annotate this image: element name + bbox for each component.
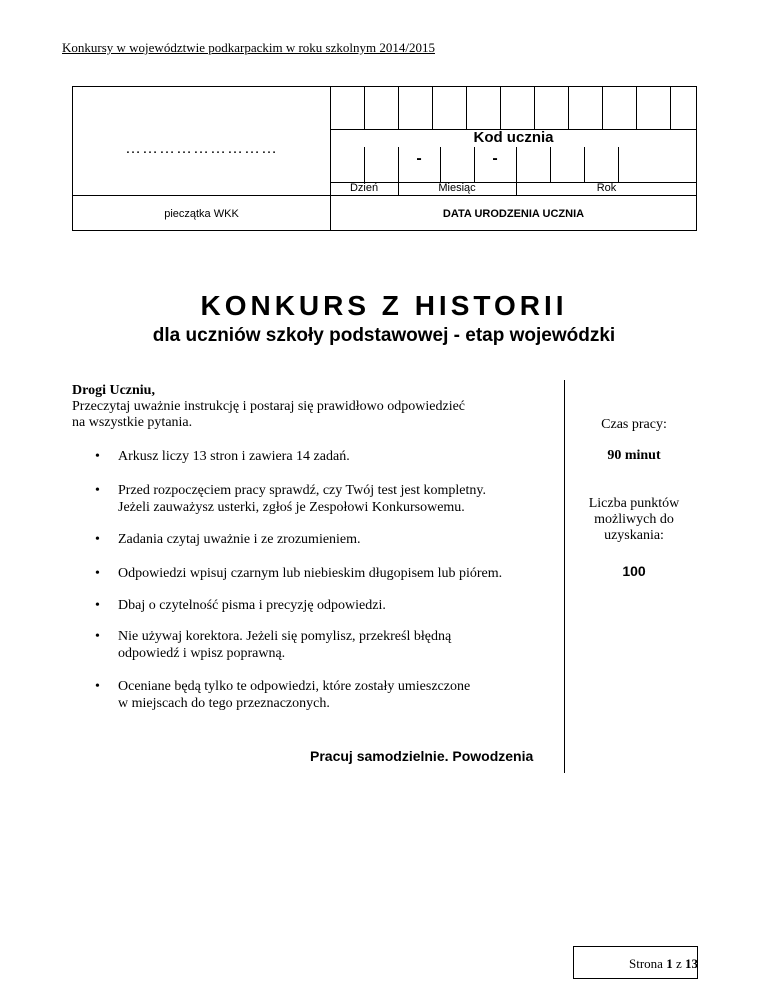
stamp-dots: ………………………: [125, 140, 278, 157]
date-cell-divider: [516, 147, 517, 182]
page-number: [629, 956, 698, 972]
instruction-line: Przed rozpoczęciem pracy sprawdź, czy Twój test jest kompletny.: [118, 483, 486, 498]
points-label-line: uzyskania:: [604, 528, 664, 543]
code-cell-divider: [364, 87, 365, 129]
instruction-item: [118, 565, 558, 582]
instruction-item: [118, 678, 558, 712]
code-cell-divider: [670, 87, 671, 129]
page-title: KONKURS Z HISTORII: [200, 290, 568, 321]
date-separator: -: [416, 150, 422, 167]
bullet-icon: •: [95, 679, 100, 694]
student-code-label: Kod ucznia: [473, 129, 554, 146]
page-separator: z: [672, 956, 685, 971]
date-cell-divider: [550, 147, 551, 182]
bullet-icon: •: [95, 532, 100, 547]
instruction-line: Dbaj o czytelność pisma i precyzję odpowiedzi.: [118, 598, 386, 613]
code-cell-divider: [398, 87, 399, 129]
header-title: Konkursy w województwie podkarpackim w roku szkolnym 2014/2015: [62, 40, 435, 55]
instruction-item: [118, 448, 558, 465]
date-cell-divider: [618, 147, 619, 182]
code-cell-divider: [466, 87, 467, 129]
instruction-item: [118, 531, 558, 548]
date-cell-divider: [584, 147, 585, 182]
stamp-label: pieczątka WKK: [164, 208, 239, 220]
code-cell-divider: [568, 87, 569, 129]
instruction-line: odpowiedź i wpisz poprawną.: [118, 646, 286, 661]
day-label: Dzień: [349, 182, 379, 194]
intro-text: Przeczytaj uważnie instrukcję i postaraj się prawidłowo odpowiedzieć na wszystkie pytania.: [72, 399, 466, 430]
page-prefix: Strona: [629, 956, 667, 971]
bullet-icon: •: [95, 449, 100, 464]
instruction-item: [118, 482, 558, 516]
page-subtitle: dla uczniów szkoły podstawowej - etap wojewódzki: [152, 325, 616, 346]
code-cell-divider: [432, 87, 433, 129]
time-value: 90 minut: [607, 448, 661, 463]
column-divider: [564, 380, 565, 773]
code-cell-divider: [602, 87, 603, 129]
label-row-bottom: [73, 195, 697, 196]
bullet-icon: •: [95, 629, 100, 644]
page-total: 13: [685, 956, 698, 971]
points-label-line: możliwych do: [594, 512, 674, 527]
date-cell-divider: [364, 147, 365, 182]
student-form-table: [72, 86, 697, 231]
birth-date-label: DATA URODZENIA UCZNIA: [442, 208, 585, 220]
time-label: Czas pracy:: [601, 417, 667, 432]
instruction-line: Oceniane będą tylko te odpowiedzi, które zostały umieszczone: [118, 679, 471, 694]
year-label: Rok: [596, 182, 617, 194]
points-value: 100: [622, 563, 646, 579]
instruction-line: Odpowiedzi wpisuj czarnym lub niebieskim długopisem lub piórem.: [118, 566, 503, 581]
date-separator: -: [492, 150, 498, 167]
code-cell-divider: [500, 87, 501, 129]
instruction-line: w miejscach do tego przeznaczonych.: [118, 696, 330, 711]
bullet-icon: •: [95, 598, 100, 613]
month-label: Miesiąc: [438, 182, 476, 194]
bullet-icon: •: [95, 483, 100, 498]
points-label: [570, 496, 698, 544]
bullet-icon: •: [95, 566, 100, 581]
instruction-line: Nie używaj korektora. Jeżeli się pomylisz, przekreśl błędną: [118, 629, 452, 644]
points-label-line: Liczba punktów: [588, 496, 680, 511]
greeting: Drogi Uczniu,: [72, 383, 155, 398]
instruction-line: Zadania czytaj uważnie i ze zrozumieniem.: [118, 532, 361, 547]
instruction-line: Jeżeli zauważysz usterki, zgłoś je Zespołowi Konkursowemu.: [118, 500, 465, 515]
code-cell-divider: [636, 87, 637, 129]
page-current: 1: [666, 956, 673, 971]
date-cell-divider: [440, 147, 441, 182]
instruction-line: Arkusz liczy 13 stron i zawiera 14 zadań.: [118, 449, 350, 464]
code-cell-divider: [534, 87, 535, 129]
instruction-item: [118, 597, 558, 614]
good-luck-message: Pracuj samodzielnie. Powodzenia: [310, 748, 534, 764]
instruction-item: [118, 628, 558, 662]
